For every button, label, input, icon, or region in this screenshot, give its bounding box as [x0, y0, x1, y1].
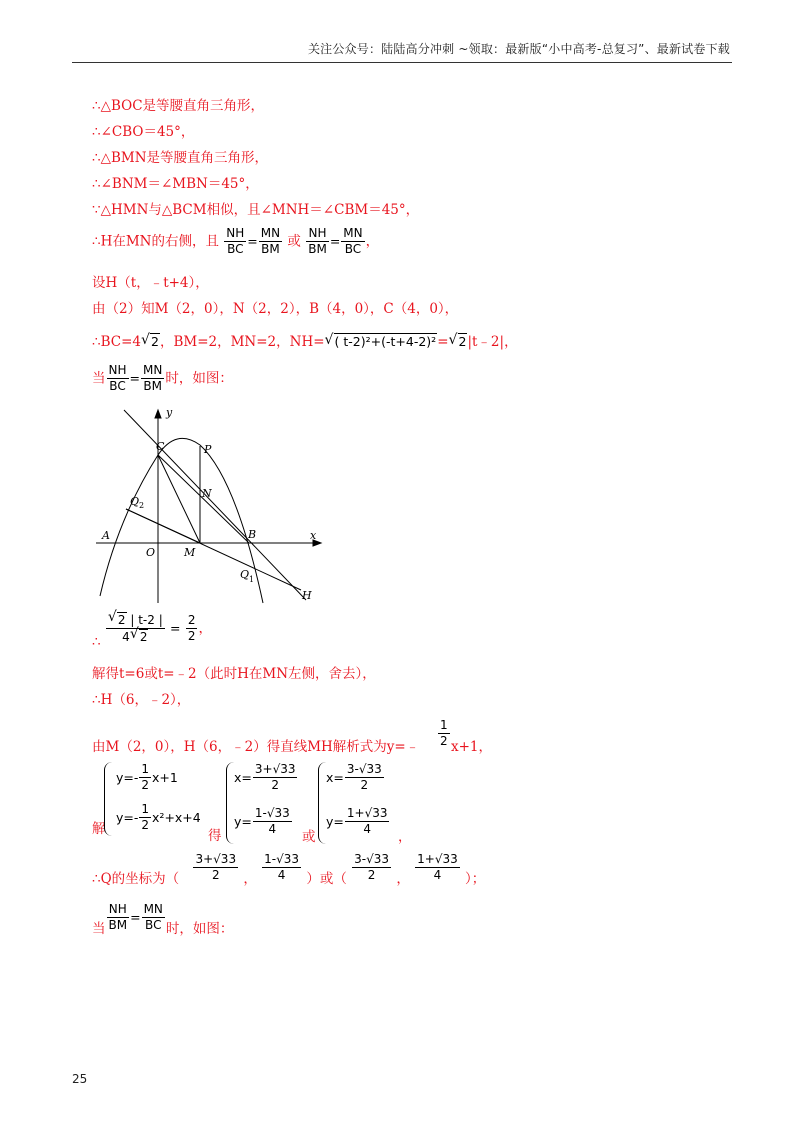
- line-through-c: [124, 410, 306, 600]
- text-line-17: 当 $\frac{NH}{BM}$ = $\frac{MN}{BC}$ 时，如图：: [92, 902, 234, 937]
- text-line-8: 由（2）知M（2，0），N（2，2），B（4，0），C（4，0），: [92, 301, 459, 317]
- text-line-13: ∴H（6，﹣2），: [92, 692, 191, 708]
- text-line-16: ∴Q的坐标为（ $\frac{3+√33}{2}$ ， $\frac{1-√33}{4}$ ）或（ $\frac{3-√33}{2}$ ， $\frac{1+√33}{4}$ ）；: [92, 852, 486, 887]
- label-q2: Q: [130, 495, 140, 508]
- fraction-one-half: $\frac{1}{2}$: [440, 718, 448, 748]
- fraction-mn-bm: $\frac{MN}{BM}$: [260, 226, 281, 256]
- page-header: 关注公众号：陆陆高分冲刺 ~领取：最新版“小中高考-总复习”、最新试卷下载: [307, 42, 730, 56]
- label-q1: Q: [240, 568, 250, 581]
- line6-text: ∴H在MN的右侧，且: [92, 233, 219, 250]
- label-a: A: [102, 529, 110, 542]
- sqrt-2b: √ 2: [448, 332, 467, 349]
- solution-system-2: x= $\frac{3-√33}{2}$ y= $\frac{1+√33}{4}$: [318, 762, 402, 844]
- label-b: B: [248, 528, 257, 541]
- label-o: O: [146, 546, 156, 559]
- label-y: y: [166, 408, 173, 419]
- page-number: 25: [72, 1072, 88, 1086]
- label-h: H: [302, 589, 312, 602]
- text-line-3: ∴△BMN是等腰直角三角形，: [92, 150, 269, 166]
- solution-system-1: x= $\frac{3+√33}{2}$ y= $\frac{1-√33}{4}$: [226, 762, 306, 844]
- y-axis-arrow: [155, 410, 161, 418]
- text-line-7: 设H（t，﹣t+4），: [92, 275, 209, 291]
- comma-text: ，: [398, 829, 412, 845]
- fraction-two-over-two: $\frac{2}{2}$: [187, 613, 196, 643]
- label-x: x: [310, 529, 317, 542]
- fraction-nh-bc: $\frac{NH}{BC}$: [226, 226, 245, 256]
- text-line-9: ∴BC=4 √ 2，BM=2，MN=2，NH= √ ( t-2)²+(-t+4-2)²= √ 2|t﹣2|，: [92, 332, 518, 350]
- system-equations: y=- $\frac{1}{2}$ x+1 y=- $\frac{1}{2}$ x²+x+4: [104, 762, 216, 836]
- text-line-11: ∴ √ 2 | t-2 | 4 √ 2 = $\frac{2}{2}$ ，: [92, 609, 212, 650]
- q-coord-frac-2: $\frac{1-√33}{4}$: [264, 852, 300, 882]
- label-p: P: [204, 443, 212, 456]
- text-line-6: ∴H在MN的右侧，且 $\frac{NH}{BC}$ = $\frac{MN}{BM}$ 或 $\frac{NH}{BM}$ = $\frac{MN}{BC}$ ，: [92, 226, 380, 256]
- label-q2-sub: 2: [139, 501, 145, 510]
- text-line-1: ∴△BOC是等腰直角三角形，: [92, 98, 265, 114]
- label-m: M: [184, 546, 196, 559]
- fraction-mn-bc: $\frac{MN}{BC}$: [343, 226, 363, 256]
- parabola: [100, 438, 263, 603]
- header-divider: [72, 62, 732, 63]
- label-n: N: [202, 487, 212, 500]
- q-coord-frac-4: $\frac{1+√33}{4}$: [417, 852, 458, 882]
- text-line-12: 解得t=6或t=﹣2（此时H在MN左侧，舍去），: [92, 666, 376, 682]
- huo-text: 或: [302, 829, 316, 845]
- q-coord-frac-1: $\frac{3+√33}{2}$: [195, 852, 237, 882]
- fraction-mn-bm-2: $\frac{MN}{BM}$: [142, 363, 163, 393]
- text-line-2: ∴∠CBO＝45°，: [92, 124, 195, 140]
- fraction-nh-over-bc-value: √ 2 | t-2 | 4 √ 2: [107, 609, 163, 644]
- text-line-4: ∴∠BNM＝∠MBN＝45°，: [92, 176, 259, 192]
- or-text: 或: [287, 233, 301, 250]
- text-line-10: 当 $\frac{NH}{BC}$ = $\frac{MN}{BM}$ 时，如图：: [92, 363, 233, 393]
- fraction-mn-bc-2: $\frac{MN}{BC}$: [143, 902, 163, 932]
- label-q1-sub: 1: [249, 575, 255, 584]
- label-c: C: [156, 440, 165, 453]
- sqrt-nh-expression: √ ( t-2)²+(-t+4-2)²: [324, 332, 437, 349]
- de-text: 得: [208, 828, 222, 844]
- segment-cm: [158, 455, 200, 543]
- sqrt-2: √ 2: [141, 332, 159, 349]
- q-coord-frac-3: $\frac{3-√33}{2}$: [354, 852, 390, 882]
- text-line-5: ∵△HMN与△BCM相似，且∠MNH＝∠CBM＝45°，: [92, 202, 420, 218]
- jie-text: 解: [92, 821, 106, 837]
- fraction-nh-bm-2: $\frac{NH}{BM}$: [108, 902, 128, 932]
- fraction-nh-bc-2: $\frac{NH}{BC}$: [108, 363, 127, 393]
- geometry-figure: [96, 408, 326, 608]
- fraction-nh-bm: $\frac{NH}{BM}$: [308, 226, 327, 256]
